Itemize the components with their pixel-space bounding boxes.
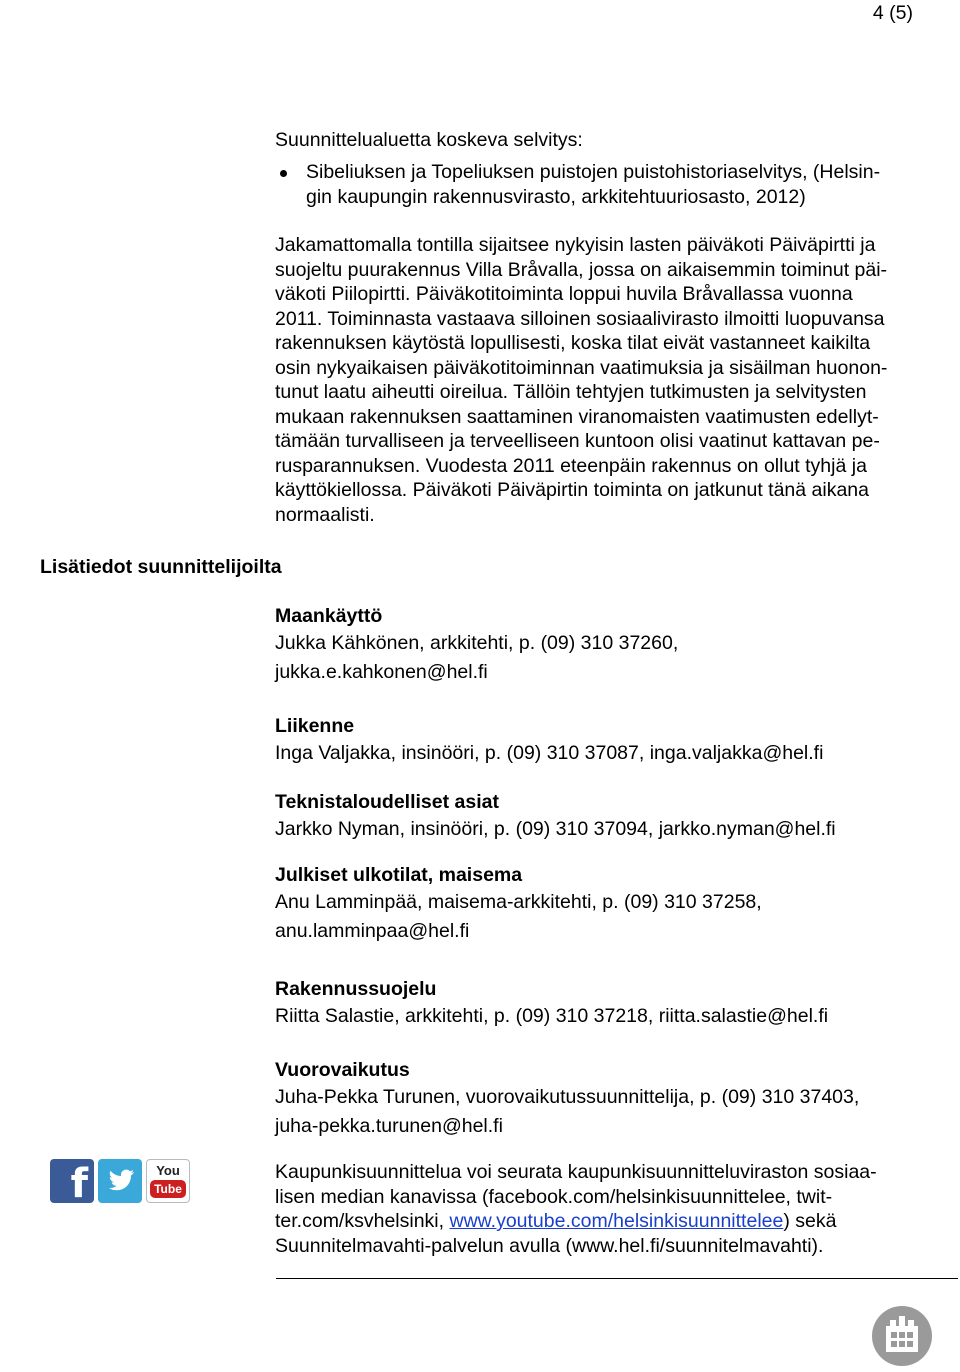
page-number: 4 (5)	[872, 2, 913, 24]
contact-title: Rakennussuojelu	[275, 978, 437, 1000]
footer-divider	[276, 1278, 958, 1279]
contact-title: Liikenne	[275, 715, 355, 737]
social-line: Kaupunkisuunnittelua voi seurata kaupunkisuunnitteluviraston sosiaa-	[275, 1161, 877, 1183]
social-icons	[50, 1159, 190, 1203]
paragraph-line: mukaan rakennuksen saattaminen viranomaisten vaatimusten edellyt-	[275, 405, 879, 428]
facebook-icon[interactable]	[50, 1159, 94, 1203]
paragraph-line: tunut laatu aiheutti oireilua. Tällöin tehtyjen tutkimusten ja selvitysten	[275, 381, 867, 403]
social-line-with-link	[275, 1209, 955, 1234]
bullet-line: gin kaupungin rakennusvirasto, arkkitehtuuriosasto, 2012)	[306, 185, 806, 208]
contact-maankaytto	[275, 604, 955, 687]
contact-title: Teknistaloudelliset asiat	[275, 791, 499, 813]
contact-rakennussuojelu	[275, 977, 955, 1031]
paragraph-line: osin nykyaikaisen päiväkotitoiminnan vaatimuksia ja sisäilman huonon-	[275, 356, 888, 379]
paragraph-line: tämään turvalliseen ja terveelliseen kuntoon olisi vaatinut kattavan pe-	[275, 430, 880, 452]
twitter-bird-icon	[98, 1159, 142, 1203]
paragraph-line: suojeltu puurakennus Villa Bråvalla, jossa on aikaisemmin toiminut päi-	[275, 258, 888, 281]
twitter-icon[interactable]	[98, 1159, 142, 1203]
helsinki-logo	[872, 1306, 932, 1366]
contact-email: jukka.e.kahkonen@hel.fi	[275, 661, 488, 683]
contact-line: Riitta Salastie, arkkitehti, p. (09) 310 37218, riitta.salastie@hel.fi	[275, 1005, 829, 1027]
city-emblem-icon	[872, 1306, 932, 1366]
paragraph-line: 2011. Toiminnasta vastaava silloinen sosiaalivirasto ilmoitti luopuvansa	[275, 307, 885, 330]
contact-teknistaloudelliset	[275, 790, 955, 844]
contact-title: Vuorovaikutus	[275, 1059, 410, 1081]
paragraph-line: rakennuksen käytöstä lopullisesti, koska tilat eivät vastanneet kaikilta	[275, 332, 871, 354]
contact-email: juha-pekka.turunen@hel.fi	[275, 1115, 503, 1137]
contact-email: anu.lamminpaa@hel.fi	[275, 920, 470, 942]
contact-line: Jukka Kähkönen, arkkitehti, p. (09) 310 37260,	[275, 632, 679, 654]
selvitys-heading: Suunnittelualuetta koskeva selvitys:	[275, 129, 583, 151]
side-heading: Lisätiedot suunnittelijoilta	[40, 556, 282, 578]
social-line: Suunnitelmavahti-palvelun avulla (www.hel.fi/suunnitelmavahti).	[275, 1234, 824, 1257]
paragraph-line: normaalisti.	[275, 503, 375, 526]
youtube-link[interactable]: www.youtube.com/helsinkisuunnittelee	[449, 1210, 784, 1232]
paragraph-line: väkoti Piilopirtti. Päiväkotitoiminta loppui huvila Bråvallassa vuonna	[275, 283, 853, 305]
paragraph-line: Jakamattomalla tontilla sijaitsee nykyisin lasten päiväkoti Päiväpirtti ja	[275, 234, 876, 256]
social-text: ter.com/ksvhelsinki,	[275, 1210, 450, 1232]
contact-title: Julkiset ulkotilat, maisema	[275, 864, 523, 886]
paragraph-line: käyttökiellossa. Päiväkoti Päiväpirtin toiminta on jatkunut tänä aikana	[275, 479, 869, 501]
contact-title: Maankäyttö	[275, 605, 383, 627]
contact-line: Anu Lamminpää, maisema-arkkitehti, p. (09) 310 37258,	[275, 891, 762, 913]
youtube-tube-label: Tube	[150, 1180, 186, 1198]
contact-line: Inga Valjakka, insinööri, p. (09) 310 37087, inga.valjakka@hel.fi	[275, 742, 824, 764]
selvitys-section	[275, 128, 955, 153]
social-line: lisen median kanavissa (facebook.com/helsinkisuunnittelee, twit-	[275, 1185, 833, 1208]
contact-line: Juha-Pekka Turunen, vuorovaikutussuunnittelija, p. (09) 310 37403,	[275, 1086, 860, 1108]
social-media-paragraph	[275, 1160, 955, 1258]
contact-liikenne	[275, 714, 955, 768]
contact-julkiset-ulkotilat	[275, 863, 955, 946]
selvitys-bullet	[306, 160, 880, 209]
youtube-you-label: You	[156, 1163, 180, 1178]
contact-line: Jarkko Nyman, insinööri, p. (09) 310 37094, jarkko.nyman@hel.fi	[275, 818, 836, 840]
paragraph-line: rusparannuksen. Vuodesta 2011 eteenpäin rakennus on ollut tyhjä ja	[275, 454, 867, 477]
youtube-icon[interactable]	[146, 1159, 190, 1203]
bullet-icon	[280, 170, 287, 177]
bullet-line: Sibeliuksen ja Topeliuksen puistojen puistohistoriaselvitys, (Helsin-	[306, 161, 881, 183]
contact-vuorovaikutus	[275, 1058, 955, 1141]
social-text: ) sekä	[783, 1210, 837, 1232]
facebook-glyph: f	[70, 1161, 88, 1203]
description-paragraph	[275, 233, 955, 527]
